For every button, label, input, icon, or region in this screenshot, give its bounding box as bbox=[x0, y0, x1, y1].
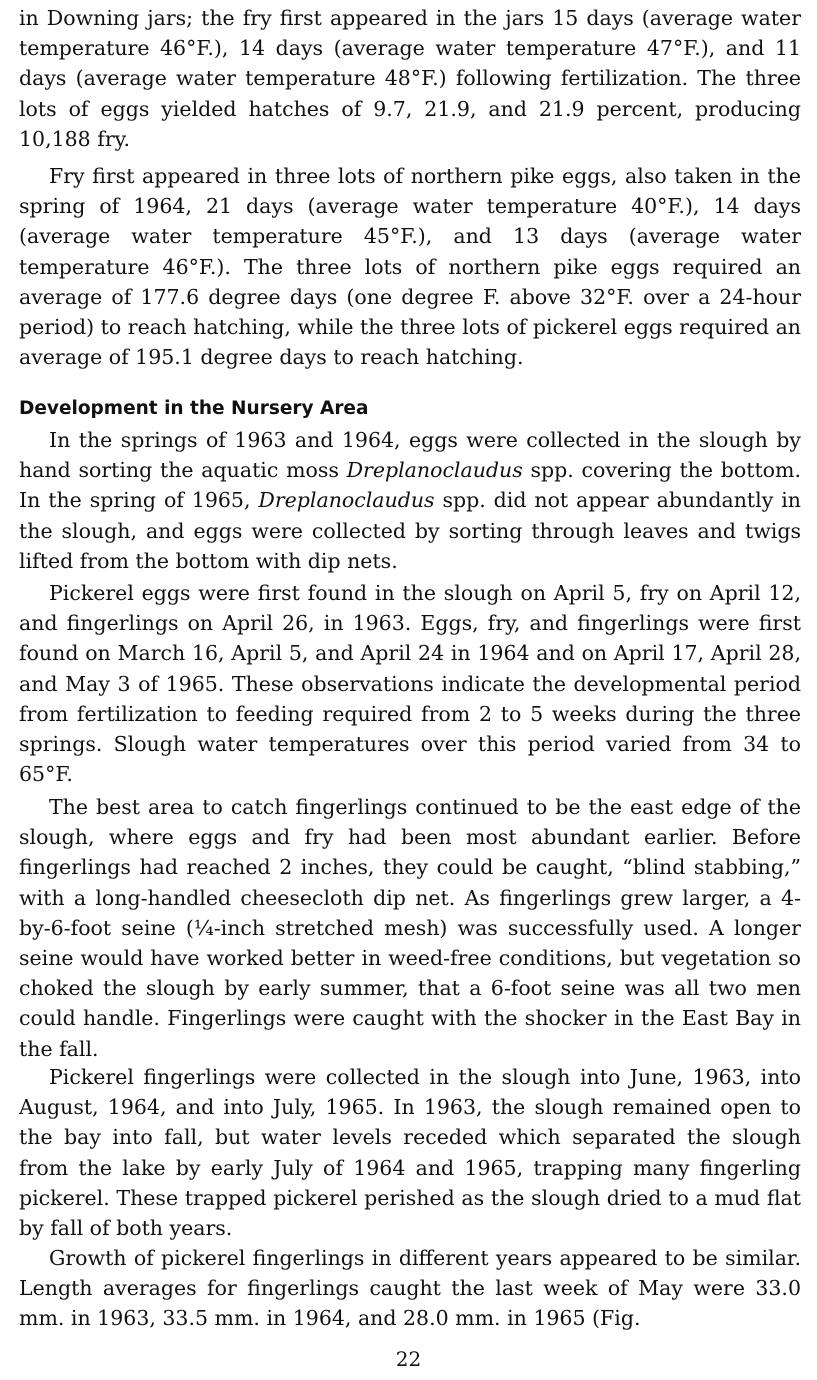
page-number: 22 bbox=[395, 1347, 422, 1371]
paragraph-text: spp. did not appear abundantly in the slough, and eggs were collected by sorting through leaves and twigs lifted from the bottom with dip nets. bbox=[19, 488, 801, 573]
paragraph-text: spp. covering the bottom. In the spring of 1965, bbox=[19, 458, 801, 513]
paragraph-continued: in Downing jars; the fry first appeared in the jars 15 days (average water temperature 46°F.), 14 days (average water temperature 47°F.), and 11 days (average water temperature 48°F.) following fertilization. The three lots of eggs yielded hatches of 9.7, 21.9, and 21.9 percent, producing 10,188 fry. bbox=[19, 6, 801, 151]
genus-name: Dreplanoclaudus bbox=[346, 458, 523, 483]
paragraph-egg-collection bbox=[19, 425, 801, 576]
genus-name: Dreplanoclaudus bbox=[258, 488, 435, 513]
paragraph-text: In the springs of 1963 and 1964, eggs were collected in the slough by hand sorting the aquatic moss bbox=[19, 428, 801, 483]
paragraph-fingerlings-collected: Pickerel fingerlings were collected in the slough into June, 1963, into August, 1964, and into July, 1965. In 1963, the slough remained open to the bay into fall, but water levels receded which separated the slough from the lake by early July of 1964 and 1965, trapping many fingerling pickerel. These trapped pickerel perished as the slough dried to a mud flat by fall of both years. bbox=[19, 1065, 801, 1241]
paragraph-growth: Growth of pickerel fingerlings in different years appeared to be similar. Length averages for fingerlings caught the last week of May were 33.0 mm. in 1963, 33.5 mm. in 1964, and 28.0 mm. in 1965 (Fig. bbox=[19, 1246, 801, 1331]
paragraph-best-area: The best area to catch fingerlings continued to be the east edge of the slough, where eggs and fry had been most abundant earlier. Before fingerlings had reached 2 inches, they could be caught, “blind stabbing,” with a long-handled cheesecloth dip net. As fingerlings grew larger, a 4-by-6-foot seine (¼-inch stretched mesh) was successfully used. A longer seine would have worked better in weed-free conditions, but vegetation so choked the slough by early summer, that a 6-foot seine was all two men could handle. Fingerlings were caught with the shocker in the East Bay in the fall. bbox=[19, 795, 801, 1061]
paragraph-pickerel-eggs: Pickerel eggs were first found in the slough on April 5, fry on April 12, and fingerlings on April 26, in 1963. Eggs, fry, and fingerlings were first found on March 16, April 5, and April 24 in 1964 and on April 17, April 28, and May 3 of 1965. These observations indicate the developmental period from fertilization to feeding required from 2 to 5 weeks during the three springs. Slough water temperatures over this period varied from 34 to 65°F. bbox=[19, 581, 801, 787]
section-heading: Development in the Nursery Area bbox=[19, 398, 369, 419]
paragraph-northern-pike: Fry first appeared in three lots of northern pike eggs, also taken in the spring of 1964, 21 days (average water temperature 40°F.), 14 days (average water temperature 45°F.), and 13 days (average water temperature 46°F.). The three lots of northern pike eggs required an average of 177.6 degree days (one degree F. above 32°F. over a 24-hour period) to reach hatching, while the three lots of pickerel eggs required an average of 195.1 degree days to reach hatching. bbox=[19, 164, 801, 370]
